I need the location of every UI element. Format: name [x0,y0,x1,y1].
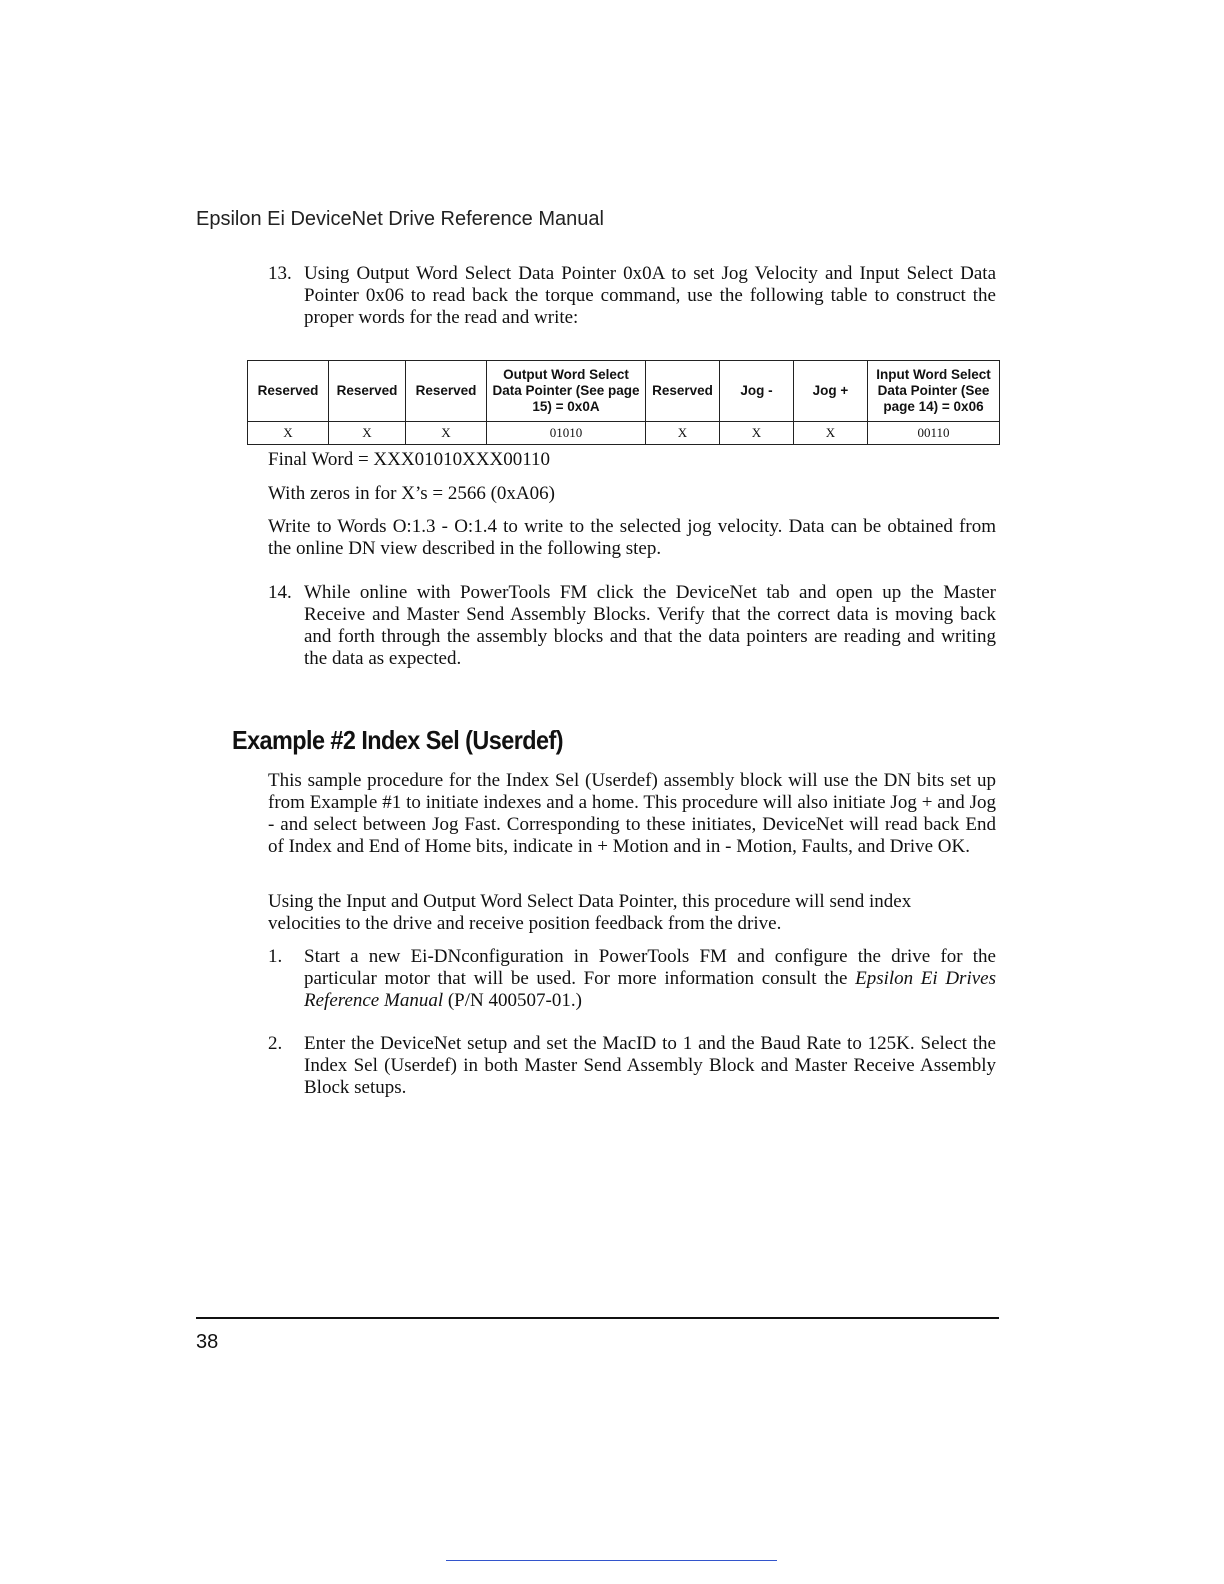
table-cell: 00110 [868,422,1000,445]
table-cell: X [248,422,329,445]
step-number: 1. [268,946,283,967]
footer-rule [196,1317,999,1319]
table-header-row [248,361,1000,422]
column-header: Jog - [720,361,794,422]
column-header: Reserved [248,361,329,422]
link-underline [446,1560,777,1561]
table-row [248,422,1000,445]
pointer-paragraph: Using the Input and Output Word Select Data Pointer, this procedure will send index velocities to the drive and receive position feedback from the drive. [268,891,912,934]
manual-title: Epsilon Ei Drives Reference Manual [304,968,996,1011]
running-header: Epsilon Ei DeviceNet Drive Reference Manual [196,208,604,230]
page-number: 38 [196,1331,219,1353]
step-text-start: Start a new Ei-DNconfiguration in PowerTools FM and configure the drive for the particular motor that will be used. For more information consult the [304,946,996,989]
column-header: Input Word Select Data Pointer (See page 14) = 0x06 [868,361,1000,422]
table-cell: X [646,422,720,445]
section-heading: Example #2 Index Sel (Userdef) [232,725,564,755]
step-number: 13. [268,263,292,284]
step-text-end: (P/N 400507-01.) [443,990,582,1011]
column-header: Output Word Select Data Pointer (See page 15) = 0x0A [487,361,646,422]
column-header: Reserved [329,361,406,422]
table-cell: X [406,422,487,445]
column-header: Reserved [646,361,720,422]
table-cell: X [720,422,794,445]
step-text [304,946,996,1012]
bit-layout-table [247,360,1000,445]
table-cell: X [329,422,406,445]
intro-paragraph: This sample procedure for the Index Sel (Userdef) assembly block will use the DN bits set up from Example #1 to initiate indexes and a home. This procedure will also initiate Jog + and Jog - and select between Jog Fast. Corresponding to these initiates, DeviceNet will read back End of Index and End of Home bits, indicate in + Motion and in - Motion, Faults, and Drive OK. [268,770,996,857]
step-number: 2. [268,1033,283,1054]
zeros-line: With zeros in for X’s = 2566 (0xA06) [268,483,555,504]
step-text: Enter the DeviceNet setup and set the MacID to 1 and the Baud Rate to 125K. Select the Index Sel (Userdef) in both Master Send Assembly Block and Master Receive Assembly Block setups. [304,1033,996,1098]
step-text: While online with PowerTools FM click the DeviceNet tab and open up the Master Receive and Master Send Assembly Blocks. Verify that the correct data is moving back and forth through the assembly blocks and that the data pointers are reading and writing the data as expected. [304,582,996,669]
step-number: 14. [268,582,292,603]
column-header: Jog + [794,361,868,422]
table-cell: 01010 [487,422,646,445]
write-paragraph: Write to Words O:1.3 - O:1.4 to write to the selected jog velocity. Data can be obtained from the online DN view described in the following step. [268,516,996,559]
step-text: Using Output Word Select Data Pointer 0x0A to set Jog Velocity and Input Select Data Pointer 0x06 to read back the torque command, use the following table to construct the proper words for the read and write: [304,263,996,328]
final-word-line: Final Word = XXX01010XXX00110 [268,449,551,470]
column-header: Reserved [406,361,487,422]
table-cell: X [794,422,868,445]
